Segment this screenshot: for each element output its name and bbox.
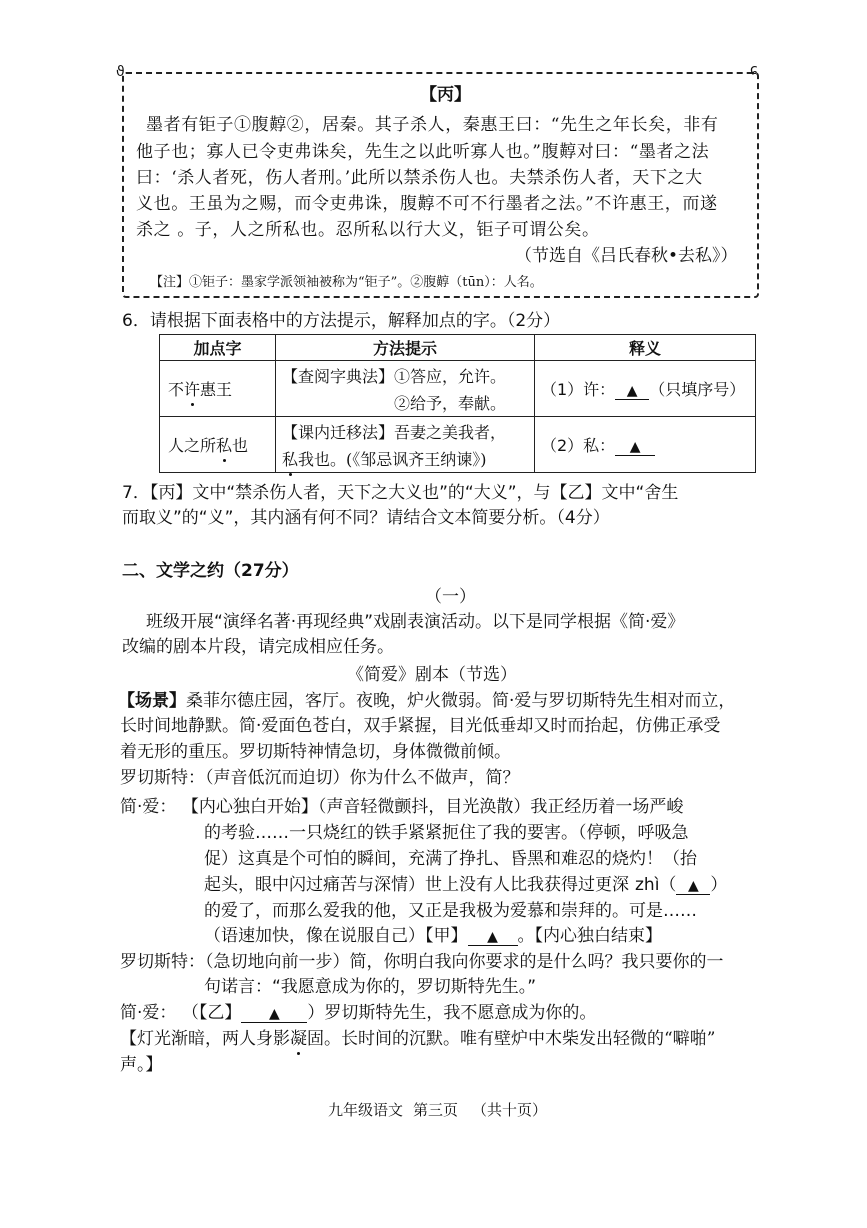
- table-header-row: [160, 335, 756, 361]
- stage-direction: 声。】: [120, 1055, 163, 1075]
- hint-line: 【查阅字典法】①答应，允许。: [282, 366, 507, 386]
- stage-direction: （抬: [663, 849, 697, 869]
- table-row: [160, 417, 756, 473]
- script-title: 《简爱》剧本（节选）: [347, 665, 517, 685]
- dialogue-line: 句诺言：“我愿意成为你的，罗切斯特先生。”: [204, 977, 537, 997]
- bing-line-2: 他子也；寡人已令吏弗诛矣，先生之以此听寡人也。”腹䵍对曰：“墨者之法: [136, 142, 710, 162]
- speaker-rochester: 罗切斯特：: [120, 768, 205, 788]
- table-header: 释义: [535, 335, 756, 361]
- hint-line: ②给予，奉献。: [394, 393, 507, 413]
- stage-direction: （声音低沉而迫切）: [205, 768, 350, 788]
- stage-direction: 【灯光渐暗，两人身影: [120, 1029, 290, 1049]
- footer-page: 第三页: [413, 1101, 459, 1119]
- hint-line: 【课内迁移法】吾妻之美我者，: [282, 422, 507, 442]
- footer-subject: 九年级语文: [328, 1101, 404, 1119]
- answer-blank[interactable]: ▲: [615, 439, 655, 456]
- answer-note: （只填序号）: [649, 380, 746, 399]
- answer-blank[interactable]: ▲: [468, 929, 518, 946]
- answer-blank[interactable]: ▲: [241, 1006, 307, 1023]
- bing-line-1: 墨者有钜子①腹䵍②，居秦。其子杀人，秦惠王曰：“先生之年长矣，非有: [146, 115, 719, 135]
- table-cell-answer: [535, 361, 756, 417]
- bing-line-3: 曰：‘杀人者死，伤人者刑。’此所以禁杀伤人也。夫禁杀伤人者，天下之大: [136, 168, 703, 188]
- section-subtitle: （一）: [425, 587, 476, 607]
- stage-direction: 促）: [204, 849, 238, 869]
- bing-source: （节选自《吕氏春秋•去私》）: [515, 246, 738, 266]
- q6-table: [159, 334, 756, 473]
- close-paren: ）: [307, 1003, 325, 1023]
- dialogue-line: 简，你明白我向你要求的是什么吗？我只要你的一: [349, 952, 724, 972]
- dialogue-line: 这真是个可怕的瞬间，充满了挣扎、昏黑和难忍的烧灼！: [238, 849, 663, 869]
- table-header: 加点字: [160, 335, 276, 361]
- dotted-char: 私: [282, 447, 298, 470]
- dialogue-line: 世上没有人比我获得过更深: [425, 875, 629, 895]
- scene-tag: 【场景】: [118, 691, 186, 711]
- answer-label: （2）私：: [541, 436, 616, 455]
- stage-direction: （急切地向前一步）: [205, 952, 350, 972]
- q6-stem: 6．请根据下面表格中的方法提示，解释加点的字。（2分）: [122, 311, 561, 331]
- dotted-char: 许: [184, 377, 200, 400]
- close-paren: ）: [710, 875, 728, 895]
- q7-line-2: 而取义”的“义”，其内涵有何不同？请结合文本简要分析。（4分）: [122, 508, 610, 528]
- stage-direction: 起头，眼中闪过痛苦与深情）: [204, 875, 425, 895]
- bing-line-5: 杀之 。子，人之所私也。忍所私以行大义，钜子可谓公矣。: [136, 220, 600, 240]
- table-row: [160, 361, 756, 417]
- table-cell-word: 人之所私也: [160, 417, 276, 473]
- q7-line-1: 7．【丙】文中“禁杀伤人者，天下之大义也”的“大义”，与【乙】文中“舍生: [122, 483, 679, 503]
- answer-blank[interactable]: ▲: [615, 383, 649, 400]
- blank-tag-yi: （【乙】: [190, 1003, 242, 1023]
- dialogue-line: 你为什么不做声，简？: [349, 768, 520, 788]
- speaker-jane: 简·爱：: [120, 797, 177, 817]
- stage-direction: （声音轻微颤抖，目光涣散）: [317, 797, 531, 817]
- dotted-char: 私: [216, 433, 232, 456]
- bing-heading: 【丙】: [420, 85, 471, 105]
- dialogue-line: 的考验……一只烧红的铁手紧紧扼住了我的要害。: [204, 823, 578, 843]
- table-cell-hint: [276, 361, 535, 417]
- stage-direction: 固。长时间的沉默。唯有壁炉中木柴发出轻微的“噼啪”: [307, 1029, 716, 1049]
- hint-line: 我也。(《邹忌讽齐王纳谏》): [298, 449, 487, 469]
- dialogue-line: 的爱了，而那么爱我的他，又正是我极为爱慕和崇拜的。可是……: [204, 901, 697, 921]
- dotted-char: 凝: [290, 1024, 307, 1049]
- monologue-end-tag: 。【内心独白结束】: [517, 926, 662, 946]
- corner-ornament-icon: ɕ: [750, 62, 758, 78]
- pinyin-prompt: zhì（: [635, 875, 677, 895]
- intro-line-1: 班级开展“演绎名著·再现经典”戏剧表演活动。以下是同学根据《简·爱》: [146, 612, 685, 632]
- corner-ornament-icon: ϑ: [116, 64, 125, 80]
- speaker-jane: 简·爱：: [120, 1003, 177, 1023]
- footer-total: （共十页）: [472, 1101, 548, 1119]
- dialogue-line: 罗切斯特先生，我不愿意成为你的。: [324, 1003, 597, 1023]
- bing-note: 【注】①钜子：墨家学派领袖被称为“钜子”。②腹䵍（tūn）：人名。: [150, 275, 543, 290]
- table-cell-hint: [276, 417, 535, 473]
- intro-line-2: 改编的剧本片段，请完成相应任务。: [122, 637, 394, 657]
- table-cell-word: 不许惠王: [160, 361, 276, 417]
- blank-tag-jia: 【甲】: [425, 926, 468, 946]
- answer-label: （1）许：: [541, 380, 616, 399]
- stage-direction: （语速加快，像在说服自己）: [204, 926, 425, 946]
- stage-direction: （停顿，呼吸急: [578, 823, 689, 843]
- section-title: 二、文学之约（27分）: [122, 561, 299, 581]
- bing-line-4: 义也。王虽为之赐，而令吏弗诛，腹䵍不可不行墨者之法。”不许惠王，而遂: [136, 194, 718, 214]
- table-header: 方法提示: [276, 335, 535, 361]
- table-cell-answer: [535, 417, 756, 473]
- answer-blank[interactable]: ▲: [676, 878, 710, 895]
- scene-line-2: 长时间地静默。简·爱面色苍白，双手紧握，目光低垂却又时而抬起，仿佛正承受: [120, 716, 721, 736]
- scene-line-1: 桑菲尔德庄园，客厅。夜晚，炉火微弱。简·爱与罗切斯特先生相对而立，: [186, 691, 736, 711]
- monologue-tag: 【内心独白开始】: [190, 797, 318, 817]
- scene-line-3: 着无形的重压。罗切斯特神情急切，身体微微前倾。: [120, 742, 511, 762]
- dialogue-line: 我正经历着一场严峻: [530, 797, 684, 817]
- speaker-rochester: 罗切斯特：: [120, 952, 205, 972]
